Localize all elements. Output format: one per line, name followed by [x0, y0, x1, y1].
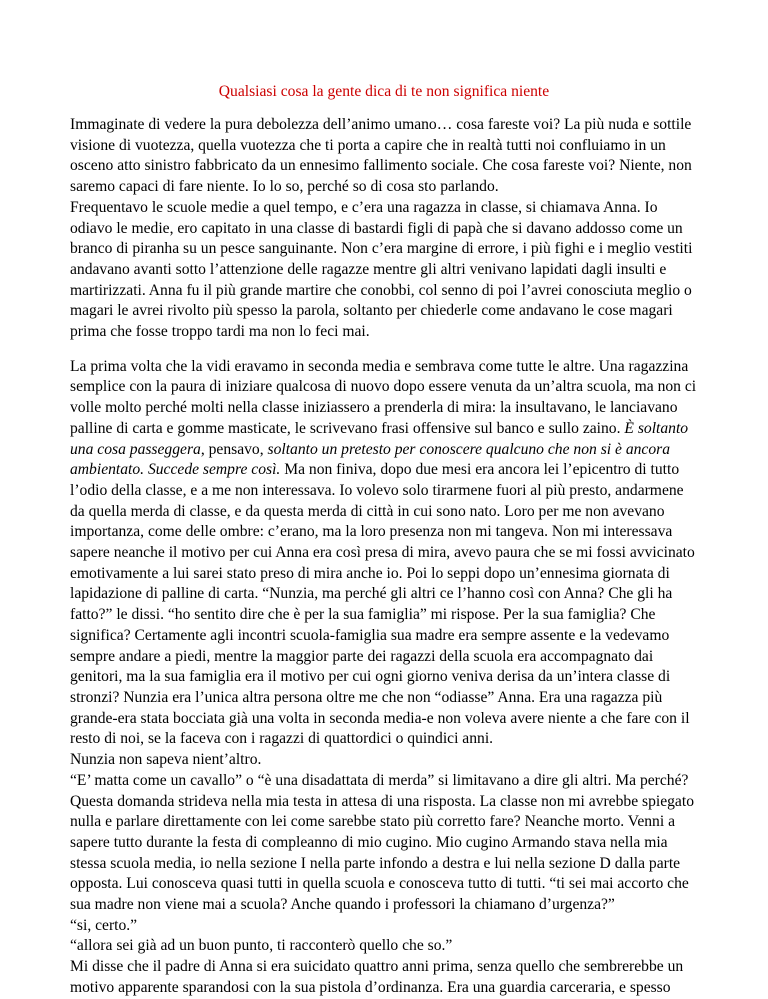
paragraph-3-italic-2: soltanto un pretesto per conoscere qualcuno che non si è ancora ambientato. Succede sempre così. [70, 440, 670, 479]
paragraph-8: Mi disse che il padre di Anna si era suicidato quattro anni prima, senza quello che sembrerebbe un motivo apparente sparandosi con la sua pistola d’ordinanza. Era una guardia carceraria, e spesso [70, 958, 684, 996]
paragraph-1: Immaginate di vedere la pura debolezza dell’animo umano… cosa fareste voi? La più nuda e sottile visione di vuotezza, quella vuotezza che ti porta a capire che in realtà tutti noi confluiamo in un osceno atto sinistro fabbricato da un ennesimo fallimento sociale. Che cosa fareste voi? Niente, non saremo capaci di fare niente. Io lo so, perché so di cosa sto parlando. [70, 116, 692, 196]
paragraph-3-text-b: , pensavo, [200, 440, 268, 458]
document-title: Qualsiasi cosa la gente dica di te non significa niente [218, 83, 550, 100]
paragraph-3-text-c: Ma non finiva, dopo due mesi era ancora lei l’epicentro di tutto l’odio della classe, e a me non interessava. Io volevo solo tirarmene fuori al più presto, andarmene da quella merda di classe, e da questa merda di città in cui sono nato. Loro per me non avevano importanza, come delle ombre: c’erano, ma la loro presenza non mi tangeva. Non mi interessava sapere neanche il motivo per cui Anna era così presa di mira, avevo paura che se mi fossi avvicinato emotivamente a lui sarei stato preso di mira anche io. Poi lo seppi dopo un’ennesima giornata di lapidazione di palline di carta. “Nunzia, ma perché gli altri ce l’hanno così con Anna? Che gli ha fatto?” le dissi. “ho sentito dire che è per la sua famiglia” mi rispose. Per la sua famiglia? Che significa? Certamente agli incontri scuola-famiglia sua madre era sempre assente e la vedevamo sempre andare a piedi, mentre la maggior parte dei ragazzi della scuola era accompagnato dai genitori, ma la sua famiglia era il motivo per cui ogni giorno veniva derisa da un’intera classe di stronzi? Nunzia era l’unica altra persona oltre me che non “odiasse” Anna. Era una ragazza più grande-era stata bocciata già una volta in seconda media-e non voleva avere niente a che fare con il resto di noi, se la faceva con i ragazzi di quattordici o quindici anni. [70, 461, 695, 748]
paragraph-7: “allora sei già ad un buon punto, ti racconterò quello che so.” [70, 937, 453, 955]
paragraph-3 [70, 357, 698, 750]
paragraph-5: “E’ matta come un cavallo” o “è una disadattata di merda” si limitavano a dire gli altri. Ma perché? Questa domanda strideva nella mia testa in attesa di una risposta. La classe non mi avrebbe spiegato nulla e parlare direttamente con lei come sarebbe stato più corretto fare? Neanche morto. Venni a sapere tutto durante la festa di compleanno di mio cugino. Mio cugino Armando stava nella mia stessa scuola media, io nella sezione I nella parte infondo a destra e lui nella sezione D dalla parte opposta. Lui conosceva quasi tutti in quella scuola e conosceva tutto di tutti. “ti sei mai accorto che sua madre non viene mai a scuola? Anche quando i professori la chiamano d’urgenza?” [70, 771, 694, 914]
paragraph-2: Frequentavo le scuole medie a quel tempo, e c’era una ragazza in classe, si chiamava Anna. Io odiavo le medie, ero capitato in una classe di bastardi figli di papà che si davano addosso come un branco di piranha su un pesce sanguinante. Non c’era margine di errore, i più fighi e i meglio vestiti andavano avanti sotto l’attenzione delle ragazze mentre gli altri venivano lapidati dagli insulti e martirizzati. Anna fu il più grande martire che conobbi, col senno di poi l’avrei conosciuta meglio o magari le avrei rivolto più spesso la parola, soltanto per chiederle come andavano le cose magari prima che fosse troppo tardi ma non lo feci mai. [70, 198, 693, 341]
paragraph-3-italic-1: È soltanto una cosa passeggera [70, 419, 689, 458]
paragraph-4: Nunzia non sapeva nient’altro. [70, 751, 262, 769]
paragraph-6: “si, certo.” [70, 916, 138, 934]
paragraph-3-text-a: La prima volta che la vidi eravamo in seconda media e sembrava come tutte le altre. Una ragazzina semplice con la paura di iniziare qualcosa di nuovo dopo essere venuta da un’altra scuola, ma non ci volle molto perché molti nella classe iniziassero a prenderla di mira: la insultavano, le lanciavano palline di carta e gomme masticate, le scrivevano frasi offensive sul banco e sullo zaino. [70, 357, 697, 437]
